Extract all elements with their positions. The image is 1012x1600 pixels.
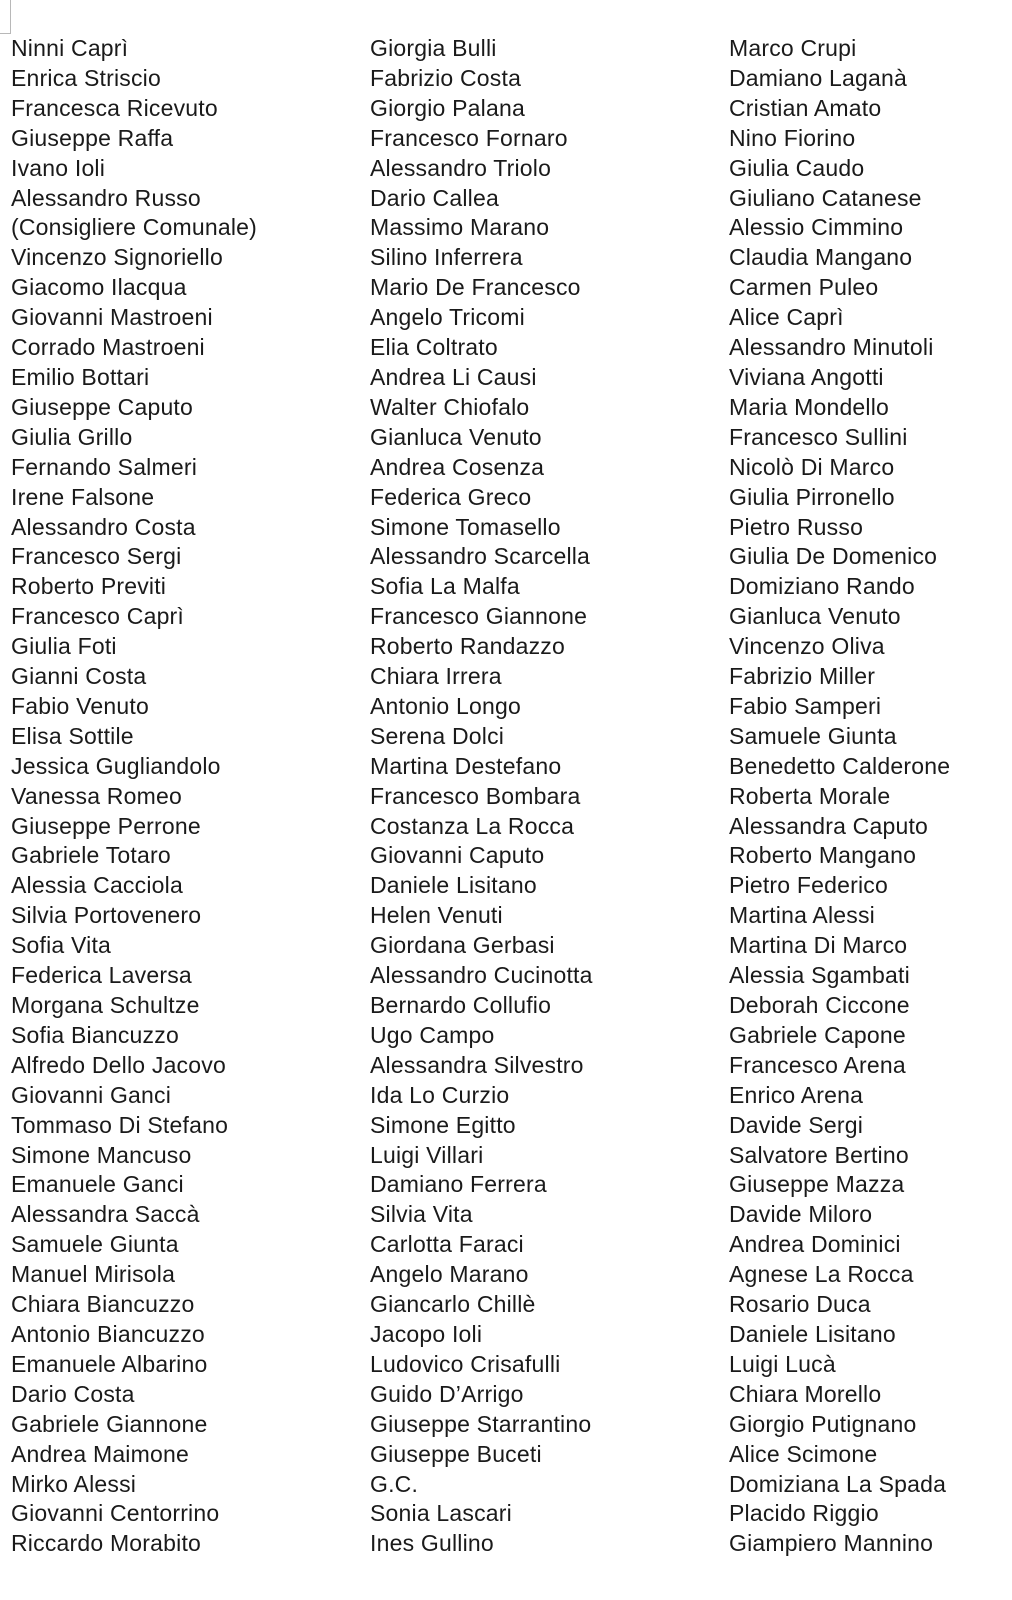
name-entry: Francesca Ricevuto: [11, 94, 218, 121]
name-entry: Elia Coltrato: [370, 334, 498, 361]
name-entry: Viviana Angotti: [729, 363, 884, 390]
name-entry: Davide Sergi: [729, 1111, 864, 1138]
name-entry: Alessia Cacciola: [11, 872, 183, 899]
name-entry: Gianluca Venuto: [370, 423, 542, 450]
name-entry: Antonio Longo: [370, 692, 521, 719]
name-entry: Riccardo Morabito: [11, 1530, 202, 1557]
name-entry: Domiziano Rando: [729, 573, 915, 600]
name-entry: Irene Falsone: [11, 483, 155, 510]
name-entry: Domiziana La Spada: [729, 1470, 947, 1497]
name-entry: Rosario Duca: [729, 1291, 871, 1318]
name-entry: Corrado Mastroeni: [11, 334, 205, 361]
name-entry: Giovanni Centorrino: [11, 1500, 220, 1527]
name-entry: Giuseppe Buceti: [370, 1440, 542, 1467]
name-entry: Fernando Salmeri: [11, 453, 198, 480]
name-entry: Silino Inferrera: [370, 244, 523, 271]
name-entry: Giovanni Mastroeni: [11, 304, 213, 331]
name-entry: Salvatore Bertino: [729, 1141, 909, 1168]
name-entry: Ludovico Crisafulli: [370, 1350, 561, 1377]
name-entry: Manuel Mirisola: [11, 1261, 176, 1288]
name-entry: Samuele Giunta: [11, 1231, 179, 1258]
name-entry: Helen Venuti: [370, 902, 503, 929]
name-entry: Mario De Francesco: [370, 274, 581, 301]
name-entry: Guido D’Arrigo: [370, 1380, 524, 1407]
name-entry: Martina Alessi: [729, 902, 875, 929]
name-entry: Chiara Biancuzzo: [11, 1291, 195, 1318]
name-entry: Angelo Tricomi: [370, 304, 525, 331]
name-entry: Andrea Dominici: [729, 1231, 901, 1258]
name-entry: Ines Gullino: [370, 1530, 494, 1557]
name-entry: Mirko Alessi: [11, 1470, 137, 1497]
name-entry: Andrea Cosenza: [370, 453, 545, 480]
name-entry: Giuliano Catanese: [729, 184, 922, 211]
name-entry: Gabriele Totaro: [11, 842, 171, 869]
name-entry: Enrico Arena: [729, 1081, 864, 1108]
name-entry: Roberto Randazzo: [370, 633, 565, 660]
name-entry: G.C.: [370, 1470, 419, 1497]
name-entry: Giancarlo Chillè: [370, 1291, 536, 1318]
name-entry: Ivano Ioli: [11, 154, 106, 181]
name-entry: Giulia Grillo: [11, 423, 133, 450]
name-entry: Daniele Lisitano: [370, 872, 537, 899]
name-entry: Giorgio Palana: [370, 94, 525, 121]
name-entry: Davide Miloro: [729, 1201, 873, 1228]
name-entry: Alessio Cimmino: [729, 214, 904, 241]
name-entry: Alessandro Minutoli: [729, 334, 934, 361]
name-entry: Alessia Sgambati: [729, 962, 910, 989]
name-entry: Massimo Marano: [370, 214, 550, 241]
name-entry: Giovanni Caputo: [370, 842, 545, 869]
name-entry: Giulia Foti: [11, 633, 117, 660]
name-entry: Luigi Villari: [370, 1141, 484, 1168]
name-entry: Simone Tomasello: [370, 513, 561, 540]
name-entry: Samuele Giunta: [729, 722, 897, 749]
name-entry: Giulia Caudo: [729, 154, 865, 181]
name-entry: Ida Lo Curzio: [370, 1081, 510, 1108]
name-entry: Alessandra Caputo: [729, 812, 929, 839]
name-entry: Sofia La Malfa: [370, 573, 520, 600]
name-column-2: [370, 33, 593, 1558]
name-entry: Gabriele Capone: [729, 1021, 906, 1048]
name-entry: Antonio Biancuzzo: [11, 1320, 205, 1347]
name-entry: Serena Dolci: [370, 722, 505, 749]
name-entry: Giuseppe Caputo: [11, 393, 194, 420]
name-entry: Federica Laversa: [11, 962, 192, 989]
name-entry: Giuseppe Perrone: [11, 812, 201, 839]
name-entry: Pietro Russo: [729, 513, 864, 540]
name-entry: Sofia Vita: [11, 932, 112, 959]
name-entry: Damiano Ferrera: [370, 1171, 547, 1198]
name-entry: Carlotta Faraci: [370, 1231, 524, 1258]
name-entry: Alessandro Scarcella: [370, 543, 591, 570]
name-entry: Emilio Bottari: [11, 363, 150, 390]
name-entry: Luigi Lucà: [729, 1350, 836, 1377]
name-entry: Giampiero Mannino: [729, 1530, 934, 1557]
name-entry: Damiano Laganà: [729, 64, 907, 91]
name-entry: Vanessa Romeo: [11, 782, 182, 809]
name-entry: Sofia Biancuzzo: [11, 1021, 179, 1048]
name-column-3: [729, 33, 950, 1558]
name-entry: Giulia De Domenico: [729, 543, 938, 570]
name-entry: Enrica Striscio: [11, 64, 161, 91]
name-entry: Giulia Pirronello: [729, 483, 895, 510]
name-entry: Francesco Sullini: [729, 423, 908, 450]
name-entry: Tommaso Di Stefano: [11, 1111, 229, 1138]
name-entry: Francesco Bombara: [370, 782, 581, 809]
name-entry: Emanuele Ganci: [11, 1171, 184, 1198]
name-entry: Chiara Irrera: [370, 663, 502, 690]
name-entry: Giorgia Bulli: [370, 35, 497, 61]
name-entry: Vincenzo Signoriello: [11, 244, 223, 271]
name-entry: Alessandro Triolo: [370, 154, 552, 181]
name-entry: Morgana Schultze: [11, 992, 200, 1018]
name-entry: Ninni Caprì: [11, 35, 129, 61]
name-entry: Giorgio Putignano: [729, 1410, 917, 1437]
name-entry: Vincenzo Oliva: [729, 633, 885, 660]
name-entry: Roberta Morale: [729, 782, 891, 809]
name-entry: Benedetto Calderone: [729, 752, 951, 779]
name-entry: Alfredo Dello Jacovo: [11, 1051, 226, 1078]
name-entry: Fabio Venuto: [11, 692, 149, 719]
name-entry: Martina Di Marco: [729, 932, 908, 959]
name-entry: Simone Mancuso: [11, 1141, 192, 1168]
name-entry: Elisa Sottile: [11, 722, 134, 749]
name-entry: Jacopo Ioli: [370, 1320, 483, 1347]
name-entry: Dario Callea: [370, 184, 499, 211]
name-entry: Placido Riggio: [729, 1500, 879, 1527]
name-entry: Gabriele Giannone: [11, 1410, 208, 1437]
name-entry: Andrea Li Causi: [370, 363, 537, 390]
name-entry: Bernardo Collufio: [370, 992, 552, 1018]
name-entry: Francesco Sergi: [11, 543, 182, 570]
name-entry: Simone Egitto: [370, 1111, 516, 1138]
name-entry: Cristian Amato: [729, 94, 882, 121]
name-entry: Agnese La Rocca: [729, 1261, 914, 1288]
name-entry: Giacomo Ilacqua: [11, 274, 187, 301]
name-columns: [0, 33, 1012, 1600]
name-entry: Alessandra Silvestro: [370, 1051, 584, 1078]
name-entry: Daniele Lisitano: [729, 1320, 896, 1347]
name-entry: Nino Fiorino: [729, 124, 856, 151]
name-entry: Pietro Federico: [729, 872, 888, 899]
name-entry: Alessandro Cucinotta: [370, 962, 593, 989]
name-entry: Alessandra Saccà: [11, 1201, 200, 1228]
name-entry: Giovanni Ganci: [11, 1081, 172, 1108]
name-entry: Andrea Maimone: [11, 1440, 189, 1467]
name-entry: Angelo Marano: [370, 1261, 529, 1288]
name-entry: Fabrizio Costa: [370, 64, 522, 91]
name-entry: Costanza La Rocca: [370, 812, 575, 839]
name-entry: Maria Mondello: [729, 393, 890, 420]
name-entry: Claudia Mangano: [729, 244, 913, 271]
name-entry: (Consigliere Comunale): [11, 214, 258, 241]
name-entry: Dario Costa: [11, 1380, 135, 1407]
name-entry: Emanuele Albarino: [11, 1350, 208, 1377]
name-entry: Federica Greco: [370, 483, 532, 510]
name-entry: Gianni Costa: [11, 663, 147, 690]
name-entry: Giuseppe Raffa: [11, 124, 174, 151]
name-entry: Silvia Vita: [370, 1201, 473, 1228]
name-entry: Jessica Gugliandolo: [11, 752, 221, 779]
name-entry: Gianluca Venuto: [729, 603, 901, 630]
name-entry: Giuseppe Mazza: [729, 1171, 905, 1198]
name-entry: Giordana Gerbasi: [370, 932, 555, 959]
name-entry: Roberto Previti: [11, 573, 167, 600]
name-entry: Francesco Giannone: [370, 603, 588, 630]
name-entry: Carmen Puleo: [729, 274, 879, 301]
page-corner-mark: [0, 0, 11, 34]
name-entry: Walter Chiofalo: [370, 393, 530, 420]
name-entry: Deborah Ciccone: [729, 992, 910, 1018]
name-entry: Ugo Campo: [370, 1021, 495, 1048]
name-entry: Roberto Mangano: [729, 842, 917, 869]
name-entry: Francesco Caprì: [11, 603, 185, 630]
name-entry: Silvia Portovenero: [11, 902, 202, 929]
name-entry: Marco Crupi: [729, 35, 857, 61]
name-entry: Fabrizio Miller: [729, 663, 876, 690]
name-entry: Sonia Lascari: [370, 1500, 512, 1527]
name-entry: Alessandro Russo: [11, 184, 201, 211]
name-entry: Alessandro Costa: [11, 513, 196, 540]
name-entry: Alice Scimone: [729, 1440, 878, 1467]
name-entry: Alice Caprì: [729, 304, 844, 331]
name-entry: Nicolò Di Marco: [729, 453, 895, 480]
name-entry: Chiara Morello: [729, 1380, 882, 1407]
name-entry: Francesco Arena: [729, 1051, 906, 1078]
name-column-1: [11, 33, 257, 1558]
name-entry: Martina Destefano: [370, 752, 562, 779]
name-entry: Francesco Fornaro: [370, 124, 568, 151]
name-entry: Giuseppe Starrantino: [370, 1410, 592, 1437]
name-entry: Fabio Samperi: [729, 692, 882, 719]
